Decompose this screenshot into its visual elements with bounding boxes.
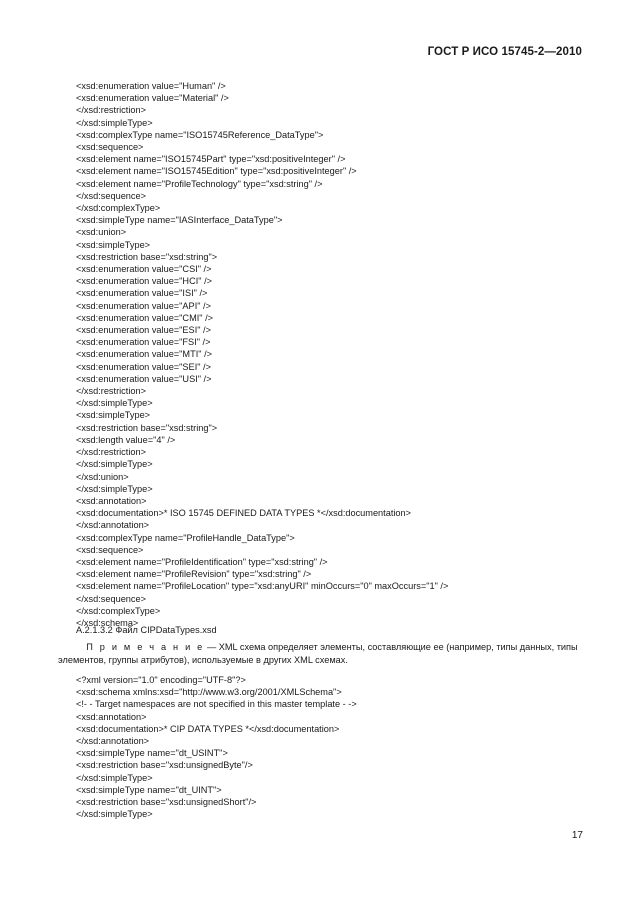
code-line: <?xml version="1.0" encoding="UTF-8"?>	[76, 675, 246, 685]
code-line: <xsd:documentation>* ISO 15745 DEFINED DATA TYPES *</xsd:documentation>	[76, 508, 412, 519]
code-line: <xsd:enumeration value="Material" />	[76, 93, 229, 104]
code-line: <xsd:element name="ProfileRevision" type="xsd:string" />	[76, 569, 312, 580]
code-line: <xsd:annotation>	[76, 495, 147, 506]
code-line: <xsd:restriction base="xsd:string">	[76, 422, 218, 433]
code-line: <xsd:sequence>	[76, 544, 144, 555]
code-line: <xsd:simpleType>	[76, 410, 151, 421]
code-line: <xsd:enumeration value="CMI" />	[76, 312, 214, 323]
code-line: </xsd:restriction>	[76, 105, 146, 116]
code-line: <xsd:enumeration value="MTI" />	[76, 349, 212, 360]
code-line: <xsd:enumeration value="HCI" />	[76, 276, 212, 287]
code-line: <!- - Target namespaces are not specified in this master template - ->	[76, 699, 357, 710]
note-lead: П р и м е ч а н и е	[86, 642, 205, 652]
code-line: <xsd:simpleType name="IASInterface_DataType">	[76, 215, 283, 226]
code-line: <xsd:schema xmlns:xsd="http://www.w3.org/2001/XMLSchema">	[76, 687, 342, 698]
code-line: <xsd:restriction base="xsd:unsignedShort"/>	[76, 797, 257, 808]
code-line: </xsd:simpleType>	[76, 459, 153, 470]
code-line: <xsd:enumeration value="CSI" />	[76, 264, 212, 275]
code-line: </xsd:union>	[76, 471, 129, 482]
code-line: <xsd:simpleType>	[76, 239, 151, 250]
code-line: <xsd:union>	[76, 227, 127, 238]
code-line: </xsd:simpleType>	[76, 809, 153, 820]
code-line: </xsd:complexType>	[76, 605, 161, 616]
code-line: <xsd:restriction base="xsd:unsignedByte"/>	[76, 760, 253, 771]
code-line: <xsd:restriction base="xsd:string">	[76, 251, 218, 262]
code-line: </xsd:simpleType>	[76, 772, 153, 783]
page-number: 17	[571, 830, 583, 841]
code-line: <xsd:element name="ProfileLocation" type="xsd:anyURI" minOccurs="0" maxOccurs="1" />	[76, 581, 449, 592]
code-line: <xsd:element name="ProfileTechnology" type="xsd:string" />	[76, 178, 323, 189]
xml-code-block-1	[76, 80, 448, 629]
code-line: <xsd:enumeration value="USI" />	[76, 373, 212, 384]
code-line: <xsd:element name="ISO15745Part" type="xsd:positiveInteger" />	[76, 154, 346, 165]
code-line: </xsd:annotation>	[76, 520, 150, 531]
code-line: </xsd:complexType>	[76, 203, 161, 214]
note-line-1-text: — XML схема определяет элементы, составляющие ее (например, типы данных, типы	[204, 642, 578, 652]
code-line: <xsd:enumeration value="ISI" />	[76, 288, 208, 299]
code-line: <xsd:sequence>	[76, 142, 144, 153]
code-line: <xsd:simpleType name="dt_USINT">	[76, 748, 228, 759]
code-line: </xsd:schema>	[76, 617, 139, 628]
code-line: <xsd:enumeration value="Human" />	[76, 81, 226, 91]
code-line: <xsd:simpleType name="dt_UINT">	[76, 784, 222, 795]
code-line: </xsd:simpleType>	[76, 117, 153, 128]
code-line: <xsd:element name="ISO15745Edition" type="xsd:positiveInteger" />	[76, 166, 357, 177]
xml-code-block-2	[76, 674, 357, 820]
code-line: <xsd:complexType name="ProfileHandle_DataType">	[76, 532, 295, 543]
code-line: </xsd:restriction>	[76, 386, 146, 397]
code-line: </xsd:sequence>	[76, 593, 146, 604]
code-line: <xsd:length value="4" />	[76, 434, 176, 445]
code-line: <xsd:enumeration value="SEI" />	[76, 361, 211, 372]
code-line: </xsd:restriction>	[76, 447, 146, 458]
note-line-1	[76, 642, 578, 652]
code-line: <xsd:complexType name="ISO15745Reference_DataType">	[76, 129, 324, 140]
code-line: <xsd:enumeration value="ESI" />	[76, 325, 211, 336]
section-heading: A.2.1.3.2 Файл CIPDataTypes.xsd	[76, 625, 217, 635]
code-line: <xsd:enumeration value="API" />	[76, 300, 211, 311]
document-standard-header: ГОСТ Р ИСО 15745-2—2010	[427, 46, 582, 58]
note-line-2: элементов, группы атрибутов), используемые в других XML схемах.	[58, 655, 348, 665]
code-line: <xsd:enumeration value="FSI" />	[76, 337, 211, 348]
code-line: </xsd:simpleType>	[76, 398, 153, 409]
code-line: </xsd:sequence>	[76, 190, 146, 201]
code-line: </xsd:annotation>	[76, 736, 150, 747]
note-paragraph	[76, 640, 582, 654]
code-line: </xsd:simpleType>	[76, 483, 153, 494]
code-line: <xsd:element name="ProfileIdentification" type="xsd:string" />	[76, 556, 328, 567]
code-line: <xsd:documentation>* CIP DATA TYPES *</xsd:documentation>	[76, 723, 340, 734]
code-line: <xsd:annotation>	[76, 711, 147, 722]
